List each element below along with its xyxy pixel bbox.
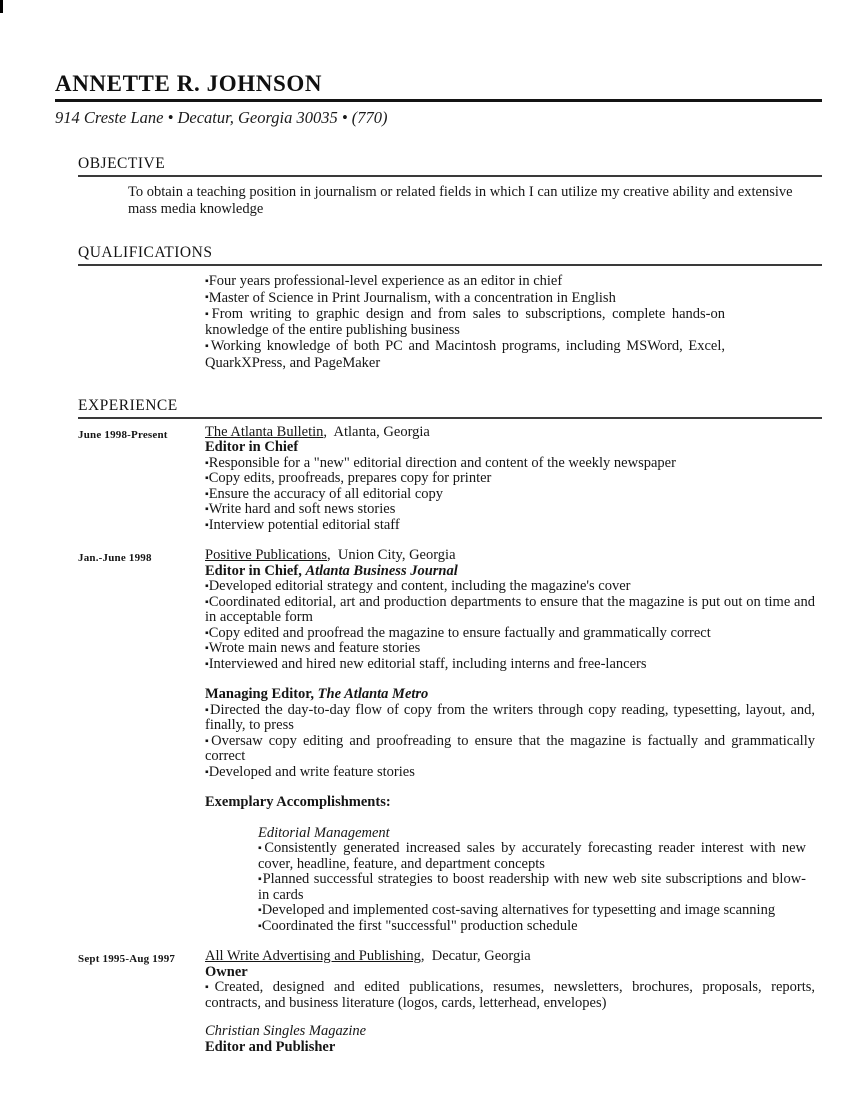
job-title-text: Managing Editor, — [205, 686, 315, 703]
job-duty: ▪ Oversaw copy editing and proofreading to ensure that the magazine is factually and grammatically correct — [205, 734, 815, 765]
job-title — [205, 564, 815, 580]
job-entry — [78, 548, 822, 934]
section-experience — [78, 397, 822, 1056]
job-title — [205, 687, 815, 703]
company-line — [205, 425, 815, 441]
job-duty: ▪ Ensure the accuracy of all editorial copy — [205, 487, 815, 503]
job-duty: ▪ Interviewed and hired new editorial staff, including interns and free-lancers — [205, 657, 815, 673]
address-line: 914 Creste Lane • Decatur, Georgia 30035 • (770) — [55, 108, 388, 128]
accomplishment-item: ▪ Developed and implemented cost-saving alternatives for typesetting and image scanning — [258, 903, 806, 919]
company-name: The Atlanta Bulletin — [205, 423, 324, 440]
section-objective — [78, 155, 822, 218]
person-name: ANNETTE R. JOHNSON — [55, 71, 323, 96]
company-name: Positive Publications — [205, 547, 328, 564]
accomplishments-subheading: Editorial Management — [258, 824, 390, 841]
publication-name: Christian Singles Magazine — [205, 1023, 367, 1040]
job-title-text: Owner — [205, 963, 248, 980]
accomplishment-item: ▪ Consistently generated increased sales by accurately forecasting reader interest with new cover, headline, feature, and department concepts — [258, 841, 806, 872]
resume-header — [55, 72, 822, 128]
job-content — [205, 949, 815, 1055]
company-location: , Union City, Georgia — [327, 547, 456, 564]
job-content — [205, 425, 815, 534]
job-title — [205, 440, 815, 456]
scan-artifact-mark — [0, 0, 3, 13]
job-dates: Jan.-June 1998 — [78, 552, 152, 565]
job-duty: ▪ Interview potential editorial staff — [205, 518, 815, 534]
job-dates: Sept 1995-Aug 1997 — [78, 953, 176, 966]
job-duty: ▪ Copy edits, proofreads, prepares copy for printer — [205, 471, 815, 487]
header-rule — [55, 99, 822, 102]
job-entry — [78, 949, 822, 1055]
qualification-item: ▪ From writing to graphic design and from sales to subscriptions, complete hands-on knowledge of the entire publishing business — [205, 306, 725, 338]
accomplishment-item: ▪ Coordinated the first "successful" production schedule — [258, 919, 806, 935]
job-dates: June 1998-Present — [78, 428, 168, 441]
job-entry — [78, 425, 822, 534]
job-duty: ▪ Directed the day-to-day flow of copy from the writers through copy reading, typesetting, layout, and, finally, to press — [205, 703, 815, 734]
qualification-item: ▪ Working knowledge of both PC and Macintosh programs, including MSWord, Excel, QuarkXPress, and PageMaker — [205, 338, 725, 370]
objective-text: To obtain a teaching position in journalism or related fields in which I can utilize my creative ability and extensive mass media knowledge — [128, 184, 793, 218]
job-duty: ▪ Created, designed and edited publications, resumes, newsletters, brochures, proposals, reports, contracts, and business literature (logos, cards, letterhead, envelopes) — [205, 980, 815, 1011]
company-line — [205, 548, 815, 564]
qualifications-heading: QUALIFICATIONS — [78, 244, 822, 266]
section-qualifications — [78, 244, 822, 370]
objective-heading: OBJECTIVE — [78, 155, 822, 177]
job-title — [205, 965, 815, 981]
qualification-item: ▪ Master of Science in Print Journalism, with a concentration in English — [205, 290, 725, 306]
job-duty: ▪ Write hard and soft news stories — [205, 502, 815, 518]
job-duty: ▪ Developed and write feature stories — [205, 765, 815, 781]
qualifications-list — [205, 273, 725, 370]
experience-heading: EXPERIENCE — [78, 397, 822, 419]
job-duty: ▪ Developed editorial strategy and content, including the magazine's cover — [205, 579, 815, 595]
job-duty: ▪ Responsible for a "new" editorial direction and content of the weekly newspaper — [205, 456, 815, 472]
job-title-publication: The Atlanta Metro — [317, 686, 429, 703]
company-name: All Write Advertising and Publishing — [205, 948, 421, 965]
company-location: , Decatur, Georgia — [420, 948, 531, 965]
accomplishment-item: ▪ Planned successful strategies to boost readership with new web site subscriptions and blow-in cards — [258, 872, 806, 903]
qualification-item: ▪ Four years professional-level experience as an editor in chief — [205, 273, 725, 289]
publication-role: Editor and Publisher — [205, 1038, 336, 1055]
accomplishments-heading: Exemplary Accomplishments: — [205, 794, 391, 811]
job-content — [205, 548, 815, 934]
job-duty: ▪ Copy edited and proofread the magazine to ensure factually and grammatically correct — [205, 626, 815, 642]
job-duty: ▪ Wrote main news and feature stories — [205, 641, 815, 657]
accomplishments-block — [258, 826, 806, 935]
publication-block — [205, 1024, 815, 1055]
job-title-publication: Atlanta Business Journal — [305, 562, 458, 579]
job-title-text: Editor in Chief, — [205, 562, 302, 579]
job-title-text: Editor in Chief — [205, 439, 299, 456]
company-location: , Atlanta, Georgia — [323, 423, 430, 440]
job-duty: ▪ Coordinated editorial, art and production departments to ensure that the magazine is put out on time and in acceptable form — [205, 595, 815, 626]
company-line — [205, 949, 815, 965]
